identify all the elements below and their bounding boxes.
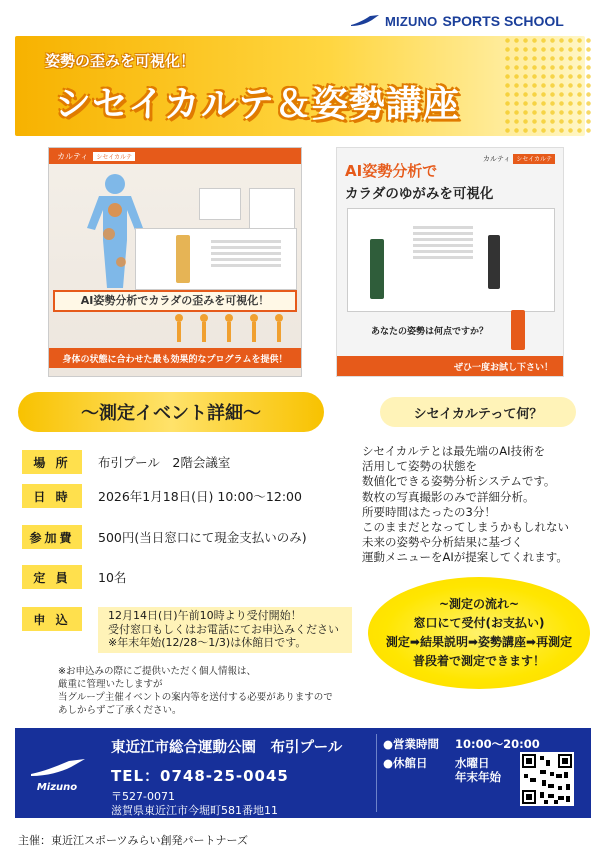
app-tag: シセイカルテ [513, 154, 555, 164]
dot-pattern [503, 36, 593, 136]
headline-2: カラダのゆがみを可視化 [345, 186, 494, 202]
measurement-flow-badge [368, 577, 590, 689]
closed-value-1: 水曜日 [455, 756, 490, 770]
note-line: あしからずご了承ください。 [58, 705, 182, 716]
header-title: シセイカルテ＆姿勢講座 [55, 84, 460, 125]
event-row-capacity [22, 563, 352, 591]
row-label: 場 所 [22, 450, 82, 474]
privacy-note [58, 665, 358, 717]
row-label: 申 込 [22, 607, 82, 631]
about-line: このままだとなってしまうかもしれない [362, 520, 569, 535]
about-line: 数枚の写真撮影のみで詳細分析。 [362, 489, 535, 504]
headline-1: AI姿勢分析で [345, 162, 438, 180]
about-line: 未来の姿勢や分析結果に基づく [362, 535, 523, 550]
row-value: 2026年1月18日(日) 10:00～12:00 [98, 489, 302, 504]
panel-left-band: AI姿勢分析でカラダの歪みを可視化！ [53, 290, 297, 312]
qr-code-icon [520, 752, 574, 806]
brand-school: SPORTS SCHOOL [442, 13, 564, 29]
promo-image-left [48, 147, 302, 377]
row-label: 日 時 [22, 484, 82, 508]
score-question: あなたの姿勢は何点ですか？ [371, 327, 489, 337]
header-subtitle: 姿勢の歪みを可視化！ [45, 52, 196, 70]
person-photo [511, 310, 525, 350]
foot-scan-image [199, 188, 241, 220]
panel-left-strip: 身体の状態に合わせた最も効果的なプログラムを提供！ [49, 348, 301, 368]
note-line: 当グループ主催イベントの案内等を送付する必要がありますので [58, 692, 333, 703]
footer-divider [376, 734, 377, 812]
about-line: 活用して姿勢の状態を [362, 459, 477, 474]
application-line: 受付窓口もしくはお電話にてお申込みください [108, 622, 339, 636]
person-photo [488, 235, 500, 289]
analysis-screen-mock [135, 228, 297, 290]
about-line: 所要時間はたったの3分！ [362, 504, 496, 519]
about-line: 数値化できる姿勢分析システムです。 [362, 474, 556, 489]
row-label: 参加費 [22, 525, 82, 549]
application-line: ※年末年始(12/28～1/3)は休館日です。 [108, 636, 307, 649]
row-value: 500円(当日窓口にて現金支払いのみ) [98, 530, 307, 545]
event-section-title: ～測定イベント詳細～ [18, 392, 324, 432]
footer-mizuno-text: Mizuno [36, 782, 78, 793]
note-line: 厳重に管理いたしますが [58, 679, 163, 690]
row-value: 10名 [98, 570, 127, 585]
event-row-datetime [22, 482, 352, 510]
facility-zip: 〒527-0071 [111, 790, 175, 803]
app-tag: シセイカルテ [93, 152, 135, 161]
panel-right-strip: ぜひ一度お試し下さい！ [337, 356, 563, 376]
about-section-title: シセイカルテって何？ [380, 397, 576, 427]
panel-topbar [49, 148, 301, 164]
brand-logo [350, 10, 595, 32]
facility-tel: TEL：0748-25-0045 [111, 767, 289, 785]
report-screen-mock [347, 208, 555, 312]
about-description [362, 444, 596, 566]
event-row-fee [22, 523, 352, 551]
person-photo [370, 239, 384, 299]
about-line: シセイカルテとは最先端のAI技術を [362, 444, 546, 458]
walking-silhouettes [169, 310, 289, 350]
footer [15, 728, 591, 818]
facility-name: 東近江市総合運動公園 布引プール [111, 740, 343, 756]
row-label: 定 員 [22, 565, 82, 589]
row-value: 布引プール 2階会議室 [98, 455, 231, 470]
application-line: 12月14日(日)午前10時より受付開始！ [108, 609, 302, 622]
note-line: ※お申込みの際にご提供いただく個人情報は、 [58, 666, 256, 677]
app-name: カルティ [482, 155, 511, 163]
organizer-credit: 主催：東近江スポーツみらい創発パートナーズ [18, 834, 249, 847]
header-banner [15, 36, 585, 136]
hours-value: 10:00～20:00 [455, 737, 540, 751]
facility-address: 滋賀県東近江市今堀町581番地11 [111, 804, 278, 817]
mizuno-footer-logo [27, 758, 87, 792]
flow-line: ~測定の流れ~ [438, 597, 520, 611]
flow-line: 普段着で測定できます！ [412, 654, 545, 668]
closed-label: ●休館日 [383, 756, 428, 770]
flow-line: 測定➡結果説明➡姿勢講座➡再測定 [385, 635, 573, 649]
hours-label: ●営業時間 [383, 737, 440, 751]
mizuno-runbird-icon [27, 758, 87, 778]
flow-line: 窓口にて受付(お支払い) [413, 616, 545, 630]
closed-value-2: 年末年始 [455, 770, 501, 784]
event-row-venue [22, 448, 352, 476]
app-name: カルティ [57, 151, 89, 161]
promo-image-right [336, 147, 564, 377]
about-line: 運動メニューをAIが提案してくれます。 [362, 550, 568, 565]
brand-mizuno: MIZUNO [385, 13, 438, 29]
mizuno-runbird-icon [350, 14, 380, 28]
person-photo [176, 235, 190, 283]
